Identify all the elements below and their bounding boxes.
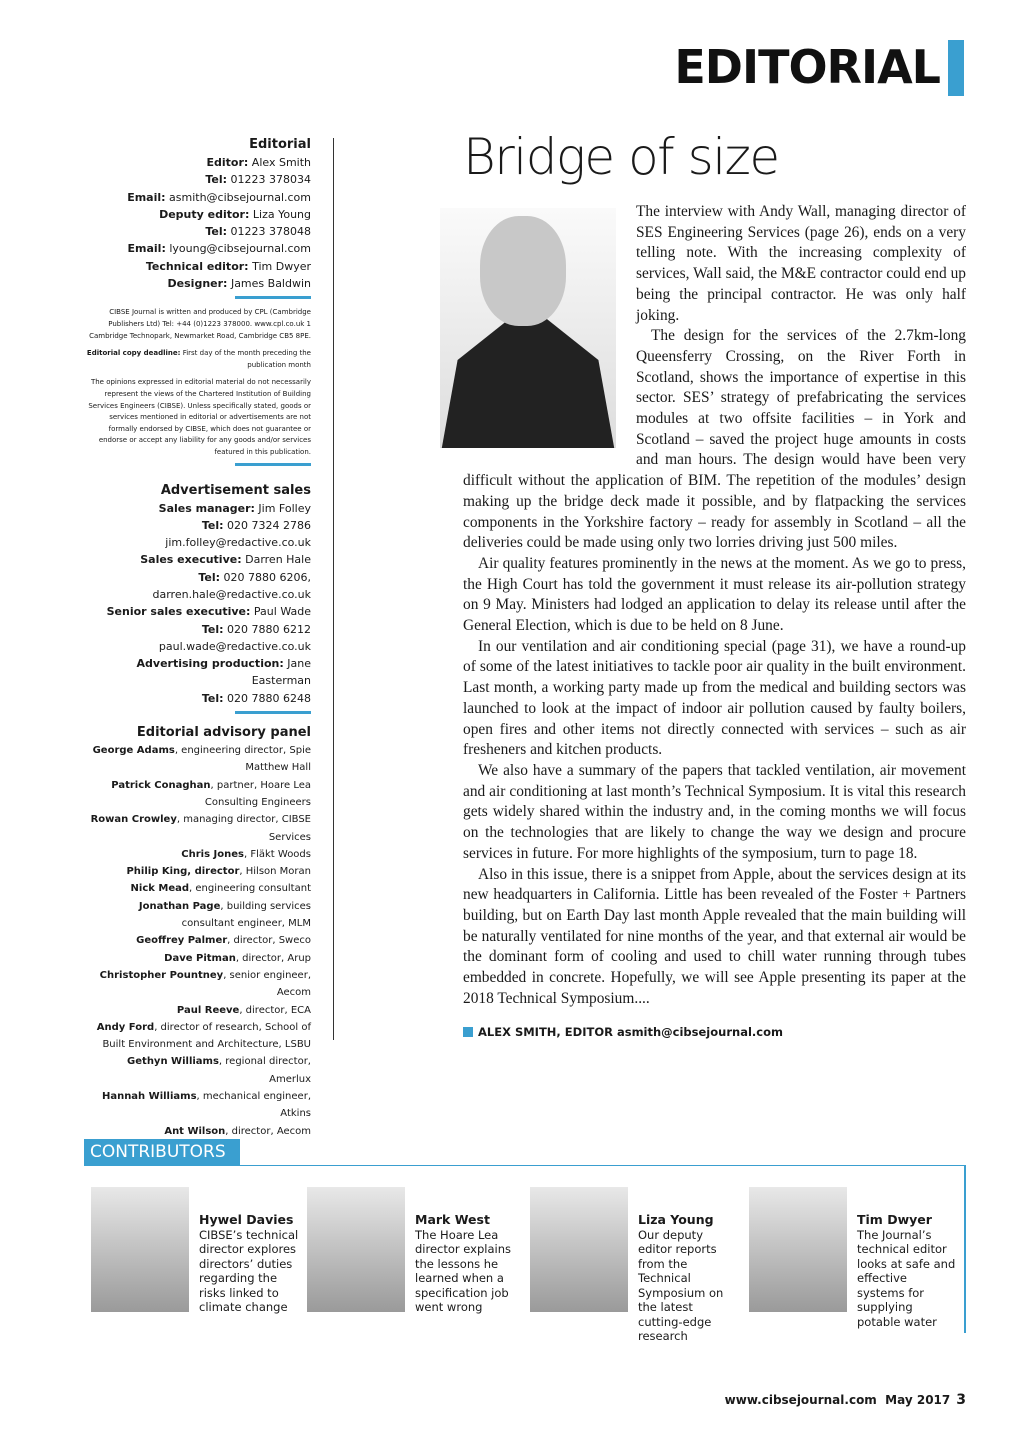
section-accent-bar bbox=[948, 40, 964, 96]
contributor-blurb: The Hoare Lea director explains the lessons he learned when a specification job went wrong bbox=[415, 1227, 511, 1314]
line-label: Geoffrey Palmer bbox=[136, 935, 228, 947]
contributor-photo bbox=[91, 1187, 189, 1312]
contact-line bbox=[84, 1019, 311, 1054]
line-value: Tim Dwyer bbox=[248, 259, 311, 273]
contributor-name: Tim Dwyer bbox=[857, 1212, 932, 1227]
divider bbox=[235, 711, 311, 714]
line-value: , senior engineer, Aecom bbox=[223, 969, 311, 999]
contact-line bbox=[84, 742, 311, 777]
contributors-rule bbox=[240, 1165, 966, 1166]
line-label: Tel: bbox=[201, 622, 224, 636]
line-label: Tel: bbox=[201, 691, 224, 705]
contact-line bbox=[84, 811, 311, 846]
contact-line bbox=[84, 275, 311, 292]
line-value: , building services consultant engineer, MLM bbox=[181, 900, 311, 930]
line-value: , director, Sweco bbox=[227, 935, 311, 947]
line-label: Editor: bbox=[206, 156, 249, 169]
deadline-label: Editorial copy deadline: bbox=[86, 349, 181, 358]
line-label: Nick Mead bbox=[130, 883, 190, 895]
line-value: , director, ECA bbox=[239, 1004, 311, 1016]
contact-line bbox=[84, 517, 311, 534]
line-label: Email: bbox=[127, 190, 166, 204]
line-label: Tel: bbox=[205, 225, 228, 239]
line-label: Paul Reeve bbox=[176, 1004, 240, 1016]
ads-contacts bbox=[84, 500, 311, 708]
line-value: Alex Smith bbox=[248, 156, 311, 169]
paragraph: The interview with Andy Wall, managing director of SES Engineering Services (page 26), ends on a very telling note. With the increasing complexity of services, Wall said, the M&E contractor could end up being the principal contractor. He was only half joking. bbox=[636, 203, 966, 324]
contributor-blurb: CIBSE’s technical director explores directors’ duties regarding the risks linked to climate change bbox=[199, 1227, 299, 1314]
line-value: Darren Hale bbox=[241, 553, 311, 567]
contributor-card bbox=[749, 1187, 957, 1329]
article-body bbox=[463, 202, 966, 1009]
contact-line bbox=[84, 846, 311, 863]
page-number: 3 bbox=[956, 1392, 966, 1408]
contact-line bbox=[84, 1002, 311, 1019]
contributors-heading: CONTRIBUTORS bbox=[84, 1139, 240, 1166]
line-value: 01223 378048 bbox=[227, 225, 311, 239]
deadline-text: First day of the month preceding the publication month bbox=[180, 349, 311, 369]
contributor-name: Mark West bbox=[415, 1212, 490, 1227]
line-value: 01223 378034 bbox=[227, 173, 311, 187]
contact-line bbox=[84, 586, 311, 603]
article-headline: Bridge of size bbox=[463, 128, 779, 186]
paragraph: In our ventilation and air conditioning special (page 31), we have a round-up of some of the latest initiatives to tackle poor air quality in the built environment. Last month, a working party made up from the medical and building sectors was launched to look at the impact of indoor air pollution caused by faulty boilers, open fires and other items not directly connected with services – such as air fresheners and kitchen products. bbox=[463, 637, 966, 759]
contact-line bbox=[84, 206, 311, 223]
line-value: 020 7880 6212 bbox=[223, 622, 311, 636]
line-label: Hannah Williams bbox=[101, 1091, 197, 1102]
divider bbox=[235, 296, 311, 299]
disclaimer: The opinions expressed in editorial material do not necessarily represent the views of the Chartered Institution of Building Services Engineers (CIBSE). Unless specifically stated, goods or services mentioned in editorial or advertisements are not formally endorsed by CIBSE, which does not guarantee or endorse or accept any liability for any goods and/or services featured in this publication. bbox=[88, 378, 311, 456]
line-value: lyoung@cibsejournal.com bbox=[165, 242, 311, 256]
contact-line bbox=[84, 863, 311, 880]
section-title: EDITORIAL bbox=[674, 40, 940, 94]
line-value: Jane Easterman bbox=[251, 657, 311, 688]
panel-heading: Editorial advisory panel bbox=[136, 725, 311, 741]
page-footer bbox=[725, 1392, 966, 1408]
contributor-blurb: The Journal’s technical editor looks at safe and effective systems for supplying potable water bbox=[857, 1227, 956, 1329]
contact-line bbox=[84, 932, 311, 949]
line-label: Rowan Crowley bbox=[90, 814, 177, 826]
line-value: Paul Wade bbox=[250, 605, 311, 619]
contact-line bbox=[84, 258, 311, 275]
author-photo bbox=[440, 208, 616, 448]
ads-heading: Advertisement sales bbox=[160, 482, 311, 498]
signature-text: ALEX SMITH, EDITOR asmith@cibsejournal.com bbox=[478, 1025, 783, 1039]
line-label: Deputy editor: bbox=[159, 207, 250, 221]
paragraph: We also have a summary of the papers that tackled ventilation, air movement and air conditioning at last month’s Technical Symposium. It is vital this research gets widely shared within the industry and, in the coming months we will focus on the technologies that are likely to change the way we design and procure services in future. For more highlights of the symposium, turn to page 18. bbox=[463, 761, 966, 862]
line-label: Tel: bbox=[201, 518, 224, 532]
line-value: , engineering director, Spie Matthew Hall bbox=[174, 745, 311, 774]
line-label: Jonathan Page bbox=[138, 900, 221, 912]
contributor-name: Liza Young bbox=[638, 1212, 714, 1227]
line-value: , mechanical engineer, Atkins bbox=[196, 1091, 311, 1120]
contact-line bbox=[84, 500, 311, 517]
contact-line bbox=[84, 1053, 311, 1088]
accent-square-icon bbox=[463, 1027, 473, 1037]
contributor-card bbox=[91, 1187, 299, 1315]
contributor-card bbox=[530, 1187, 738, 1344]
line-label: Chris Jones bbox=[181, 848, 244, 860]
contact-line bbox=[84, 880, 311, 897]
line-label: Designer: bbox=[167, 277, 228, 291]
line-value: jim.folley@redactive.co.uk bbox=[165, 536, 311, 550]
masthead-sidebar bbox=[84, 136, 311, 1140]
line-value: paul.wade@redactive.co.uk bbox=[158, 639, 311, 653]
line-label: Philip King, director bbox=[126, 866, 240, 878]
paragraph: Air quality features prominently in the news at the moment. As we go to press, the High Court has told the government it must release its air-pollution strategy on 9 May. Ministers had lodged an application to delay its release until after the General Election, which is due to be held on 8 June. bbox=[463, 554, 966, 635]
contact-line bbox=[84, 655, 311, 690]
footer-url: www.cibsejournal.com bbox=[724, 1393, 877, 1407]
line-label: Tel: bbox=[205, 173, 228, 187]
column-divider bbox=[333, 138, 334, 1040]
line-value: , Hilson Moran bbox=[239, 866, 311, 878]
contact-line bbox=[84, 967, 311, 1002]
editorial-heading: Editorial bbox=[249, 137, 311, 152]
contributor-blurb: Our deputy editor reports from the Technical Symposium on the latest cutting-edge research bbox=[638, 1227, 724, 1343]
line-label: Email: bbox=[127, 242, 166, 256]
line-value: , partner, Hoare Lea Consulting Engineers bbox=[204, 779, 311, 808]
line-label: Gethyn Williams bbox=[127, 1056, 219, 1068]
contact-line bbox=[84, 534, 311, 551]
line-value: , managing director, CIBSE Services bbox=[176, 814, 311, 843]
copy-deadline bbox=[84, 348, 311, 371]
publisher-note: CIBSE Journal is written and produced by CPL (Cambridge Publishers Ltd) Tel: +44 (0)1223 378000. www.cpl.co.uk 1 Cambridge Technopark, Newmarket Road, Cambridge CB5 8PE. bbox=[89, 308, 311, 340]
contributors-rule-right bbox=[964, 1165, 966, 1333]
contact-line bbox=[84, 171, 311, 188]
contact-line bbox=[84, 551, 311, 568]
advisory-panel-list bbox=[84, 742, 311, 1140]
line-label: George Adams bbox=[92, 745, 175, 757]
line-value: , director, Aecom bbox=[225, 1125, 311, 1137]
contributor-photo bbox=[749, 1187, 847, 1312]
line-value: , regional director, Amerlux bbox=[218, 1056, 311, 1085]
line-value: Jim Folley bbox=[254, 501, 311, 515]
contributor-photo bbox=[307, 1187, 405, 1312]
contact-line bbox=[84, 950, 311, 967]
line-value: darren.hale@redactive.co.uk bbox=[152, 587, 311, 601]
paragraph: The design for the services of the 2.7km-long Queensferry Crossing, on the River Forth in Scotland, shows the importance of expertise in this sector. SES’ strategy of prefabricating the services modules at two offsite facilities – in York and Scotland – saved the project huge amounts in costs and man hours. The design would have been very difficult without the application of BIM. The repetition of the modules’ design making up the bridge deck made it possible, and by flatpacking the services components in the Yorkshire factory – ready for assembly in Scotland – all the deliveries could be made using only two lorries driving just 500 miles. bbox=[463, 327, 966, 552]
line-value: , director of research, School of Built Environment and Architecture, LSBU bbox=[102, 1021, 311, 1051]
line-value: 020 7324 2786 bbox=[223, 518, 311, 532]
line-label: Patrick Conaghan bbox=[111, 779, 211, 791]
article-signature bbox=[463, 1025, 783, 1039]
line-label: Technical editor: bbox=[145, 259, 249, 273]
editorial-contacts bbox=[84, 154, 311, 292]
contact-line bbox=[84, 189, 311, 206]
line-label: Senior sales executive: bbox=[106, 605, 251, 619]
contact-line bbox=[84, 1088, 311, 1123]
contributor-photo bbox=[530, 1187, 628, 1312]
line-value: 020 7880 6248 bbox=[223, 691, 311, 705]
line-label: Christopher Pountney bbox=[99, 969, 224, 981]
line-value: , Fläkt Woods bbox=[243, 848, 311, 860]
line-label: Sales executive: bbox=[140, 553, 242, 567]
line-value: , director, Arup bbox=[235, 952, 311, 964]
contact-line bbox=[84, 690, 311, 707]
contact-line bbox=[84, 898, 311, 933]
line-value: James Baldwin bbox=[227, 277, 311, 291]
divider bbox=[235, 463, 311, 466]
line-label: Advertising production: bbox=[136, 657, 284, 671]
line-label: Tel: bbox=[198, 570, 221, 584]
contact-line bbox=[84, 1123, 311, 1140]
contact-line bbox=[84, 621, 311, 638]
contact-line bbox=[84, 777, 311, 812]
line-label: Sales manager: bbox=[158, 501, 255, 515]
line-value: Liza Young bbox=[249, 207, 311, 221]
contributor-name: Hywel Davies bbox=[199, 1212, 294, 1227]
line-value: , engineering consultant bbox=[189, 883, 311, 895]
contact-line bbox=[84, 638, 311, 655]
contributor-card bbox=[307, 1187, 515, 1315]
contact-line bbox=[84, 223, 311, 240]
line-value: 020 7880 6206, bbox=[220, 570, 311, 584]
footer-date: May 2017 bbox=[885, 1393, 951, 1407]
line-label: Andy Ford bbox=[96, 1021, 155, 1033]
paragraph: Also in this issue, there is a snippet from Apple, about the services design at its new headquarters in California. Little has been revealed of the Foster + Partners building, but on Earth Day last month Apple revealed that the main building will be naturally ventilated for nine months of the year, and that external air would be the dominant form of cooling and used to chill water running through tubes embedded in concrete. Hopefully, we will see Apple presenting its paper at the 2018 Technical Symposium.... bbox=[463, 865, 966, 1007]
line-label: Dave Pitman bbox=[164, 952, 236, 964]
contact-line bbox=[84, 569, 311, 586]
contact-line bbox=[84, 154, 311, 171]
contact-line bbox=[84, 603, 311, 620]
line-value: asmith@cibsejournal.com bbox=[165, 190, 311, 204]
line-label: Ant Wilson bbox=[164, 1125, 226, 1137]
contact-line bbox=[84, 240, 311, 257]
